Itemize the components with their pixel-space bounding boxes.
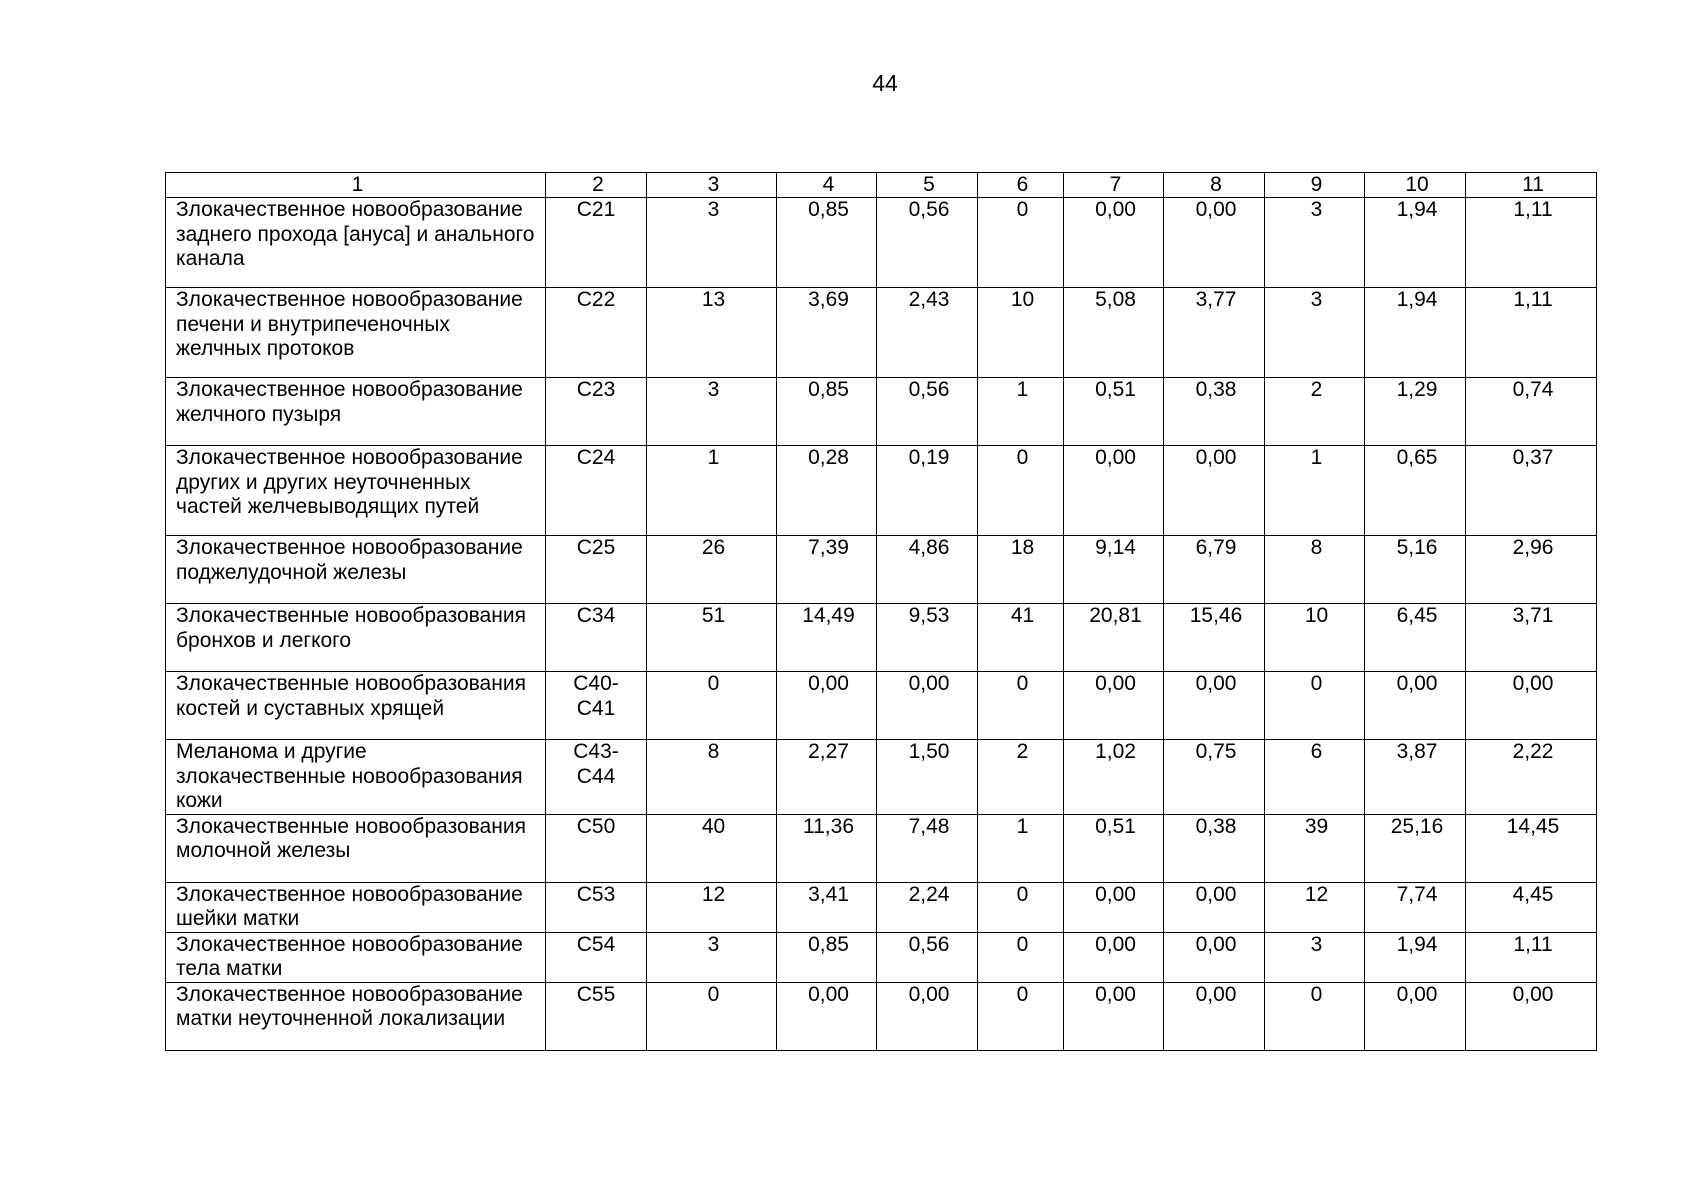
value-cell-col-3: 0 (647, 672, 777, 740)
value-cell-col-3: 8 (647, 740, 777, 815)
value-cell-col-3: 13 (647, 288, 777, 378)
value-cell-col-4: 2,27 (777, 740, 877, 815)
value-cell-col-8: 3,77 (1164, 288, 1265, 378)
column-header: 5 (877, 173, 978, 198)
value-cell-col-9: 0 (1265, 982, 1365, 1050)
icd-code-cell: С34 (546, 604, 647, 672)
value-cell-col-5: 0,19 (877, 446, 978, 536)
disease-name-cell: Злокачественное новообразование желчного пузыря (166, 378, 546, 446)
disease-name-cell: Злокачественные новообразования бронхов и легкого (166, 604, 546, 672)
value-cell-col-7: 0,00 (1064, 882, 1164, 932)
value-cell-col-3: 3 (647, 198, 777, 288)
value-cell-col-10: 1,94 (1365, 288, 1466, 378)
value-cell-col-9: 3 (1265, 288, 1365, 378)
disease-name-cell: Злокачественные новообразования молочной железы (166, 814, 546, 882)
column-header: 2 (546, 173, 647, 198)
column-header: 3 (647, 173, 777, 198)
column-header: 9 (1265, 173, 1365, 198)
icd-code-cell: С22 (546, 288, 647, 378)
value-cell-col-9: 1 (1265, 446, 1365, 536)
value-cell-col-3: 3 (647, 378, 777, 446)
value-cell-col-6: 0 (978, 672, 1064, 740)
value-cell-col-8: 0,38 (1164, 814, 1265, 882)
value-cell-col-11: 1,11 (1466, 288, 1597, 378)
value-cell-col-8: 6,79 (1164, 536, 1265, 604)
value-cell-col-6: 1 (978, 378, 1064, 446)
disease-name-cell: Злокачественное новообразование тела матки (166, 932, 546, 982)
value-cell-col-10: 0,65 (1365, 446, 1466, 536)
icd-code-line: С40- (573, 672, 619, 695)
value-cell-col-3: 51 (647, 604, 777, 672)
value-cell-col-10: 1,29 (1365, 378, 1466, 446)
value-cell-col-7: 20,81 (1064, 604, 1164, 672)
value-cell-col-8: 0,00 (1164, 446, 1265, 536)
table-row (166, 378, 1597, 446)
table-row (166, 446, 1597, 536)
value-cell-col-10: 5,16 (1365, 536, 1466, 604)
value-cell-col-6: 0 (978, 198, 1064, 288)
value-cell-col-11: 3,71 (1466, 604, 1597, 672)
column-header: 10 (1365, 173, 1466, 198)
value-cell-col-9: 3 (1265, 932, 1365, 982)
value-cell-col-5: 0,56 (877, 378, 978, 446)
value-cell-col-3: 3 (647, 932, 777, 982)
icd-code-cell: С55 (546, 982, 647, 1050)
value-cell-col-4: 0,85 (777, 932, 877, 982)
value-cell-col-8: 0,00 (1164, 672, 1265, 740)
value-cell-col-4: 11,36 (777, 814, 877, 882)
icd-code-cell: С21 (546, 198, 647, 288)
icd-code-cell: С25 (546, 536, 647, 604)
table-row (166, 932, 1597, 982)
disease-name-cell: Злокачественное новообразование поджелудочной железы (166, 536, 546, 604)
value-cell-col-8: 15,46 (1164, 604, 1265, 672)
value-cell-col-10: 6,45 (1365, 604, 1466, 672)
value-cell-col-4: 0,00 (777, 672, 877, 740)
value-cell-col-10: 25,16 (1365, 814, 1466, 882)
value-cell-col-10: 3,87 (1365, 740, 1466, 815)
value-cell-col-5: 2,43 (877, 288, 978, 378)
value-cell-col-5: 1,50 (877, 740, 978, 815)
value-cell-col-4: 0,28 (777, 446, 877, 536)
value-cell-col-5: 7,48 (877, 814, 978, 882)
value-cell-col-11: 1,11 (1466, 932, 1597, 982)
icd-code-cell: С53 (546, 882, 647, 932)
value-cell-col-11: 0,00 (1466, 672, 1597, 740)
column-header: 4 (777, 173, 877, 198)
value-cell-col-9: 3 (1265, 198, 1365, 288)
table-row (166, 198, 1597, 288)
value-cell-col-5: 4,86 (877, 536, 978, 604)
value-cell-col-9: 39 (1265, 814, 1365, 882)
column-header: 7 (1064, 173, 1164, 198)
value-cell-col-3: 26 (647, 536, 777, 604)
icd-code-cell: С23 (546, 378, 647, 446)
value-cell-col-7: 0,00 (1064, 672, 1164, 740)
table-row (166, 536, 1597, 604)
value-cell-col-8: 0,38 (1164, 378, 1265, 446)
disease-name-cell: Злокачественное новообразование печени и внутрипеченочных желчных протоков (166, 288, 546, 378)
value-cell-col-6: 0 (978, 446, 1064, 536)
value-cell-col-6: 41 (978, 604, 1064, 672)
icd-code-cell (546, 672, 647, 740)
disease-name-cell: Злокачественное новообразование шейки матки (166, 882, 546, 932)
value-cell-col-11: 0,74 (1466, 378, 1597, 446)
value-cell-col-6: 0 (978, 932, 1064, 982)
page-number: 44 (872, 70, 898, 96)
value-cell-col-7: 0,51 (1064, 814, 1164, 882)
icd-code-line: С43- (573, 740, 619, 763)
value-cell-col-11: 0,00 (1466, 982, 1597, 1050)
value-cell-col-10: 1,94 (1365, 198, 1466, 288)
value-cell-col-7: 0,00 (1064, 932, 1164, 982)
value-cell-col-3: 12 (647, 882, 777, 932)
icd-code-cell (546, 740, 647, 815)
value-cell-col-11: 4,45 (1466, 882, 1597, 932)
value-cell-col-9: 6 (1265, 740, 1365, 815)
value-cell-col-11: 0,37 (1466, 446, 1597, 536)
value-cell-col-9: 8 (1265, 536, 1365, 604)
value-cell-col-4: 14,49 (777, 604, 877, 672)
value-cell-col-5: 9,53 (877, 604, 978, 672)
table-row (166, 288, 1597, 378)
value-cell-col-6: 0 (978, 882, 1064, 932)
table-header-row (166, 173, 1597, 198)
value-cell-col-3: 0 (647, 982, 777, 1050)
value-cell-col-6: 18 (978, 536, 1064, 604)
value-cell-col-11: 2,96 (1466, 536, 1597, 604)
value-cell-col-4: 7,39 (777, 536, 877, 604)
value-cell-col-8: 0,00 (1164, 198, 1265, 288)
column-header: 8 (1164, 173, 1265, 198)
value-cell-col-10: 0,00 (1365, 672, 1466, 740)
icd-code-line: С41 (576, 696, 616, 720)
value-cell-col-7: 0,00 (1064, 446, 1164, 536)
value-cell-col-6: 0 (978, 982, 1064, 1050)
value-cell-col-8: 0,75 (1164, 740, 1265, 815)
value-cell-col-4: 0,85 (777, 378, 877, 446)
value-cell-col-5: 2,24 (877, 882, 978, 932)
value-cell-col-7: 0,00 (1064, 198, 1164, 288)
value-cell-col-7: 9,14 (1064, 536, 1164, 604)
icd-code-cell: С24 (546, 446, 647, 536)
value-cell-col-10: 7,74 (1365, 882, 1466, 932)
value-cell-col-8: 0,00 (1164, 882, 1265, 932)
value-cell-col-3: 40 (647, 814, 777, 882)
value-cell-col-7: 5,08 (1064, 288, 1164, 378)
disease-name-cell: Злокачественное новообразование других и других неуточненных частей желчевыводящих путей (166, 446, 546, 536)
statistics-table (165, 172, 1597, 1051)
value-cell-col-4: 3,69 (777, 288, 877, 378)
value-cell-col-4: 3,41 (777, 882, 877, 932)
table-row (166, 982, 1597, 1050)
value-cell-col-5: 0,56 (877, 932, 978, 982)
value-cell-col-11: 2,22 (1466, 740, 1597, 815)
value-cell-col-6: 2 (978, 740, 1064, 815)
value-cell-col-5: 0,56 (877, 198, 978, 288)
disease-name-cell: Злокачественные новообразования костей и суставных хрящей (166, 672, 546, 740)
table-body (166, 173, 1597, 1051)
disease-name-cell: Злокачественное новообразование матки неуточненной локализации (166, 982, 546, 1050)
value-cell-col-7: 1,02 (1064, 740, 1164, 815)
value-cell-col-3: 1 (647, 446, 777, 536)
column-header: 11 (1466, 173, 1597, 198)
value-cell-col-9: 12 (1265, 882, 1365, 932)
table-row (166, 882, 1597, 932)
column-header: 6 (978, 173, 1064, 198)
value-cell-col-11: 14,45 (1466, 814, 1597, 882)
value-cell-col-8: 0,00 (1164, 982, 1265, 1050)
value-cell-col-9: 2 (1265, 378, 1365, 446)
icd-code-cell: С50 (546, 814, 647, 882)
value-cell-col-10: 0,00 (1365, 982, 1466, 1050)
disease-name-cell: Меланома и другие злокачественные новообразования кожи (166, 740, 546, 815)
value-cell-col-11: 1,11 (1466, 198, 1597, 288)
value-cell-col-4: 0,00 (777, 982, 877, 1050)
icd-code-line: С44 (576, 764, 616, 788)
value-cell-col-8: 0,00 (1164, 932, 1265, 982)
table-row (166, 604, 1597, 672)
table-row (166, 814, 1597, 882)
value-cell-col-7: 0,51 (1064, 378, 1164, 446)
disease-name-cell: Злокачественное новообразование заднего прохода [ануса] и анального канала (166, 198, 546, 288)
table-row (166, 672, 1597, 740)
value-cell-col-9: 10 (1265, 604, 1365, 672)
value-cell-col-7: 0,00 (1064, 982, 1164, 1050)
column-header: 1 (166, 173, 546, 198)
value-cell-col-5: 0,00 (877, 672, 978, 740)
icd-code-cell: С54 (546, 932, 647, 982)
value-cell-col-9: 0 (1265, 672, 1365, 740)
value-cell-col-6: 1 (978, 814, 1064, 882)
value-cell-col-4: 0,85 (777, 198, 877, 288)
value-cell-col-6: 10 (978, 288, 1064, 378)
table-row (166, 740, 1597, 815)
value-cell-col-5: 0,00 (877, 982, 978, 1050)
value-cell-col-10: 1,94 (1365, 932, 1466, 982)
